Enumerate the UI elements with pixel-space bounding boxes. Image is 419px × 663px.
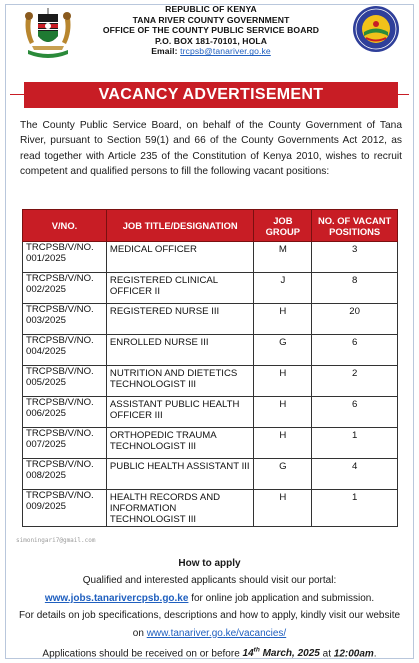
cell-title: REGISTERED CLINICAL OFFICER II [106, 273, 254, 304]
cell-title: ASSISTANT PUBLIC HEALTH OFFICER III [106, 397, 254, 428]
vacancy-banner: VACANCY ADVERTISEMENT [24, 82, 398, 108]
cell-title: MEDICAL OFFICER [106, 242, 254, 273]
cell-vno: TRCPSB/V/NO. 009/2025 [23, 490, 107, 527]
how-to-apply-line-2 [0, 590, 419, 607]
cell-positions: 2 [312, 366, 398, 397]
how-to-apply-line-1: Qualified and interested applicants should visit our portal: [82, 575, 337, 587]
table-row [23, 304, 398, 335]
email-watermark: simoningari7@gmail.com [16, 537, 96, 544]
header-line-office: OFFICE OF THE COUNTY PUBLIC SERVICE BOARD [102, 25, 320, 36]
cell-positions: 8 [312, 273, 398, 304]
column-header-positions: NO. OF VACANT POSITIONS [312, 210, 398, 242]
portal-link[interactable]: www.jobs.tanarivercpsb.go.ke [44, 592, 189, 604]
deadline-time: 12:00am [333, 648, 374, 660]
table-row [23, 428, 398, 459]
deadline-date: March, 2025 [259, 648, 320, 660]
cell-positions: 6 [312, 397, 398, 428]
deadline-line [0, 642, 419, 663]
cell-group: H [254, 490, 312, 527]
letterhead [0, 2, 419, 68]
cell-title: ENROLLED NURSE III [106, 335, 254, 366]
cell-vno: TRCPSB/V/NO. 004/2025 [23, 335, 107, 366]
how-to-apply-line-4 [0, 625, 419, 642]
cell-vno: TRCPSB/V/NO. 002/2025 [23, 273, 107, 304]
deadline-prefix: Applications should be received on or before [42, 648, 243, 660]
column-header-vno: V/NO. [23, 210, 107, 242]
table-header-row [23, 210, 398, 242]
table-row [23, 490, 398, 527]
cell-group: G [254, 335, 312, 366]
header-email-line [80, 46, 342, 57]
cell-group: H [254, 397, 312, 428]
kenya-coat-of-arms-icon [22, 6, 74, 62]
deadline-end: . [373, 648, 377, 660]
cell-group: J [254, 273, 312, 304]
letterhead-text [80, 4, 342, 57]
table-row [23, 242, 398, 273]
table-row [23, 335, 398, 366]
how-to-apply-section [0, 555, 419, 663]
table-row [23, 273, 398, 304]
cell-title: NUTRITION AND DIETETICS TECHNOLOGIST III [106, 366, 254, 397]
cell-title: REGISTERED NURSE III [106, 304, 254, 335]
cell-vno: TRCPSB/V/NO. 006/2025 [23, 397, 107, 428]
cell-title: ORTHOPEDIC TRAUMA TECHNOLOGIST III [106, 428, 254, 459]
column-header-group: JOB GROUP [254, 210, 312, 242]
deadline-suffix: th [253, 647, 260, 655]
table-row [23, 459, 398, 490]
cell-group: M [254, 242, 312, 273]
how-to-apply-line-3: For details on job specifications, descriptions and how to apply, kindly visit our website [18, 610, 401, 622]
cell-positions: 3 [312, 242, 398, 273]
email-label: Email: [151, 46, 178, 57]
county-board-seal-icon [352, 5, 400, 53]
cell-positions: 1 [312, 428, 398, 459]
cell-vno: TRCPSB/V/NO. 001/2025 [23, 242, 107, 273]
cell-title: PUBLIC HEALTH ASSISTANT III [106, 459, 254, 490]
website-prefix: on [132, 627, 147, 639]
vacancy-table [22, 209, 398, 527]
how-to-apply-heading: How to apply [178, 558, 241, 569]
portal-suffix: for online job application and submission. [188, 592, 375, 604]
cell-title: HEALTH RECORDS AND INFORMATION TECHNOLOGIST III [106, 490, 254, 527]
deadline-mid: at [319, 648, 334, 660]
cell-group: H [254, 366, 312, 397]
cell-vno: TRCPSB/V/NO. 005/2025 [23, 366, 107, 397]
cell-vno: TRCPSB/V/NO. 007/2025 [23, 428, 107, 459]
deadline-day: 14 [242, 648, 254, 660]
cell-vno: TRCPSB/V/NO. 003/2025 [23, 304, 107, 335]
cell-group: G [254, 459, 312, 490]
header-line-republic: REPUBLIC OF KENYA [165, 4, 257, 14]
cell-positions: 6 [312, 335, 398, 366]
website-link[interactable]: www.tanariver.go.ke/vacancies/ [146, 627, 287, 639]
cell-positions: 4 [312, 459, 398, 490]
cell-group: H [254, 304, 312, 335]
cell-group: H [254, 428, 312, 459]
column-header-title: JOB TITLE/DESIGNATION [106, 210, 254, 242]
cell-positions: 20 [312, 304, 398, 335]
intro-paragraph: The County Public Service Board, on behalf of the County Government of Tana River, pursuant to Section 59(1) and 66 of the County Governments Act 2012, as read together with Article 235 of the Constitution of Kenya 2010, wishes to recruit competent and qualified persons to fill the following vacant positions: [20, 120, 402, 178]
cell-positions: 1 [312, 490, 398, 527]
header-line-address: P.O. BOX 181-70101, HOLA [154, 35, 268, 46]
header-line-county: TANA RIVER COUNTY GOVERNMENT [132, 14, 290, 25]
table-row [23, 397, 398, 428]
table-row [23, 366, 398, 397]
cell-vno: TRCPSB/V/NO. 008/2025 [23, 459, 107, 490]
email-link[interactable]: trcpsb@tanariver.go.ke [180, 46, 271, 57]
